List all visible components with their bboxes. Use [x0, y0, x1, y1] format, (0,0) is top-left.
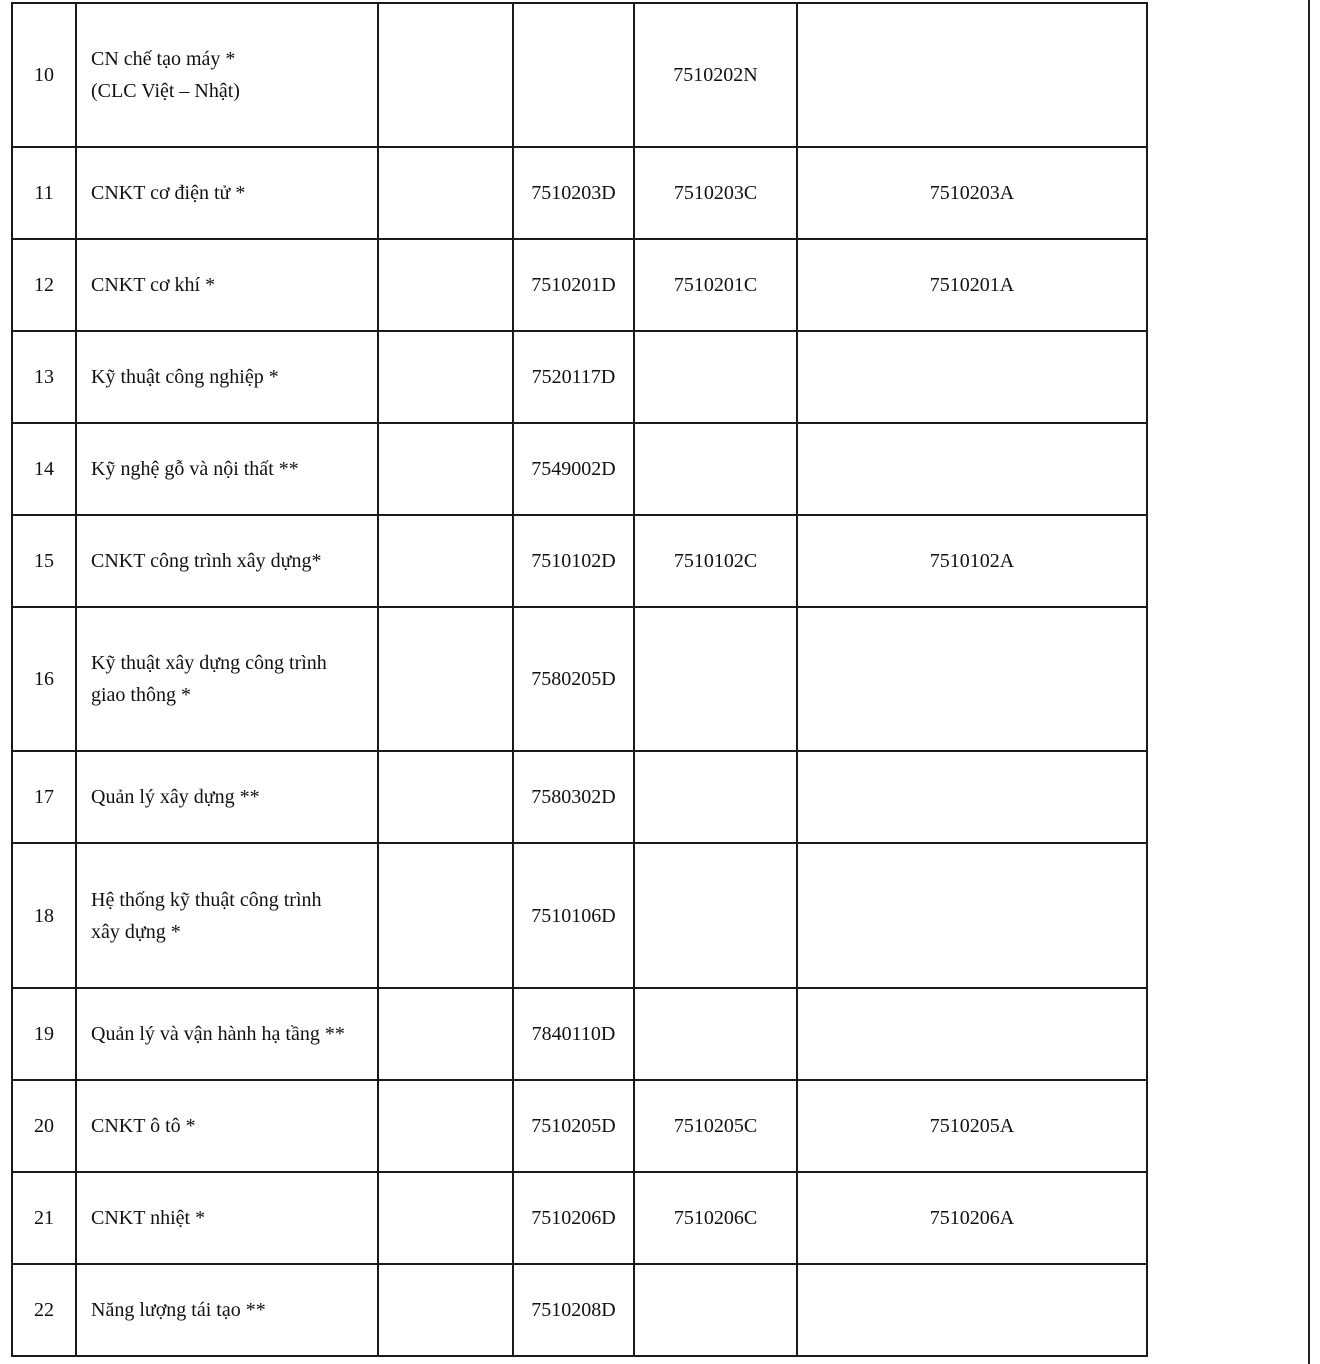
- code-a-cell: [797, 607, 1147, 751]
- program-name-line: CN chế tạo máy *: [91, 48, 236, 70]
- table-row: [12, 147, 1147, 239]
- program-name-cell: [76, 239, 378, 331]
- code-a-cell: [797, 751, 1147, 843]
- program-name-line: Kỹ nghệ gỗ và nội thất **: [91, 458, 299, 480]
- row-number-cell: 22: [12, 1264, 76, 1356]
- code-a-cell: 7510205A: [797, 1080, 1147, 1172]
- code-a-cell: [797, 1264, 1147, 1356]
- code-a-cell: [797, 423, 1147, 515]
- empty-cell: [378, 751, 513, 843]
- row-number-cell: 13: [12, 331, 76, 423]
- code-d-cell: [513, 3, 634, 147]
- empty-cell: [378, 1080, 513, 1172]
- empty-cell: [378, 3, 513, 147]
- program-name-cell: [76, 751, 378, 843]
- row-number-cell: 11: [12, 147, 76, 239]
- empty-cell: [378, 147, 513, 239]
- row-number-cell: 14: [12, 423, 76, 515]
- program-name-cell: [76, 843, 378, 988]
- code-c-cell: [634, 751, 797, 843]
- code-c-cell: [634, 607, 797, 751]
- code-a-cell: [797, 988, 1147, 1080]
- code-c-cell: 7510102C: [634, 515, 797, 607]
- code-a-cell: 7510102A: [797, 515, 1147, 607]
- program-name-line: CNKT công trình xây dựng*: [91, 550, 322, 572]
- page-edge-divider: [1308, 0, 1310, 1364]
- table-row: [12, 607, 1147, 751]
- code-a-cell: [797, 331, 1147, 423]
- table-row: [12, 1080, 1147, 1172]
- code-d-cell: 7510106D: [513, 843, 634, 988]
- code-c-cell: 7510203C: [634, 147, 797, 239]
- table-row: [12, 988, 1147, 1080]
- code-d-cell: 7510102D: [513, 515, 634, 607]
- empty-cell: [378, 843, 513, 988]
- program-name-cell: [76, 1172, 378, 1264]
- program-name-cell: [76, 607, 378, 751]
- program-name-cell: [76, 3, 378, 147]
- empty-cell: [378, 607, 513, 751]
- code-a-cell: 7510201A: [797, 239, 1147, 331]
- program-table: [11, 2, 1148, 1357]
- empty-cell: [378, 239, 513, 331]
- code-c-cell: [634, 423, 797, 515]
- program-name-line: (CLC Việt – Nhật): [91, 80, 240, 102]
- code-c-cell: 7510206C: [634, 1172, 797, 1264]
- row-number-cell: 12: [12, 239, 76, 331]
- code-d-cell: 7510206D: [513, 1172, 634, 1264]
- code-d-cell: 7510201D: [513, 239, 634, 331]
- table-row: [12, 1172, 1147, 1264]
- program-name-cell: [76, 331, 378, 423]
- program-name-line: Kỹ thuật công nghiệp *: [91, 366, 279, 388]
- program-name-cell: [76, 147, 378, 239]
- code-c-cell: 7510202N: [634, 3, 797, 147]
- program-name-line: Quản lý xây dựng **: [91, 786, 260, 808]
- table-row: [12, 239, 1147, 331]
- row-number-cell: 16: [12, 607, 76, 751]
- code-c-cell: [634, 1264, 797, 1356]
- table-row: [12, 331, 1147, 423]
- code-d-cell: 7580205D: [513, 607, 634, 751]
- program-name-cell: [76, 988, 378, 1080]
- code-c-cell: 7510201C: [634, 239, 797, 331]
- code-a-cell: [797, 3, 1147, 147]
- table-row: [12, 843, 1147, 988]
- empty-cell: [378, 423, 513, 515]
- program-name-line: CNKT cơ khí *: [91, 274, 216, 296]
- code-c-cell: [634, 843, 797, 988]
- row-number-cell: 20: [12, 1080, 76, 1172]
- program-name-line: CNKT cơ điện tử *: [91, 182, 246, 204]
- table-row: [12, 3, 1147, 147]
- code-d-cell: 7510205D: [513, 1080, 634, 1172]
- program-name-line: Kỹ thuật xây dựng công trình: [91, 652, 327, 674]
- row-number-cell: 17: [12, 751, 76, 843]
- code-d-cell: 7840110D: [513, 988, 634, 1080]
- code-a-cell: 7510203A: [797, 147, 1147, 239]
- program-name-line: Hệ thống kỹ thuật công trình: [91, 888, 322, 911]
- code-c-cell: [634, 331, 797, 423]
- code-d-cell: 7520117D: [513, 331, 634, 423]
- program-name-cell: [76, 423, 378, 515]
- code-d-cell: 7510203D: [513, 147, 634, 239]
- code-a-cell: 7510206A: [797, 1172, 1147, 1264]
- program-name-line: Quản lý và vận hành hạ tầng **: [91, 1023, 345, 1045]
- empty-cell: [378, 515, 513, 607]
- empty-cell: [378, 988, 513, 1080]
- table-row: [12, 515, 1147, 607]
- table-row: [12, 751, 1147, 843]
- program-name-line: CNKT ô tô *: [91, 1115, 196, 1137]
- code-a-cell: [797, 843, 1147, 988]
- table-row: [12, 423, 1147, 515]
- row-number-cell: 18: [12, 843, 76, 988]
- program-name-line: giao thông *: [91, 684, 191, 706]
- row-number-cell: 10: [12, 3, 76, 147]
- program-table-body: [12, 3, 1147, 1356]
- program-name-cell: [76, 1080, 378, 1172]
- code-d-cell: 7510208D: [513, 1264, 634, 1356]
- empty-cell: [378, 1172, 513, 1264]
- program-name-cell: [76, 1264, 378, 1356]
- empty-cell: [378, 1264, 513, 1356]
- program-name-cell: [76, 515, 378, 607]
- code-d-cell: 7549002D: [513, 423, 634, 515]
- code-c-cell: [634, 988, 797, 1080]
- program-name-line: Năng lượng tái tạo **: [91, 1299, 266, 1321]
- empty-cell: [378, 331, 513, 423]
- row-number-cell: 19: [12, 988, 76, 1080]
- program-name-line: CNKT nhiệt *: [91, 1207, 206, 1229]
- program-name-line: xây dựng *: [91, 920, 181, 943]
- code-d-cell: 7580302D: [513, 751, 634, 843]
- row-number-cell: 21: [12, 1172, 76, 1264]
- code-c-cell: 7510205C: [634, 1080, 797, 1172]
- table-row: [12, 1264, 1147, 1356]
- row-number-cell: 15: [12, 515, 76, 607]
